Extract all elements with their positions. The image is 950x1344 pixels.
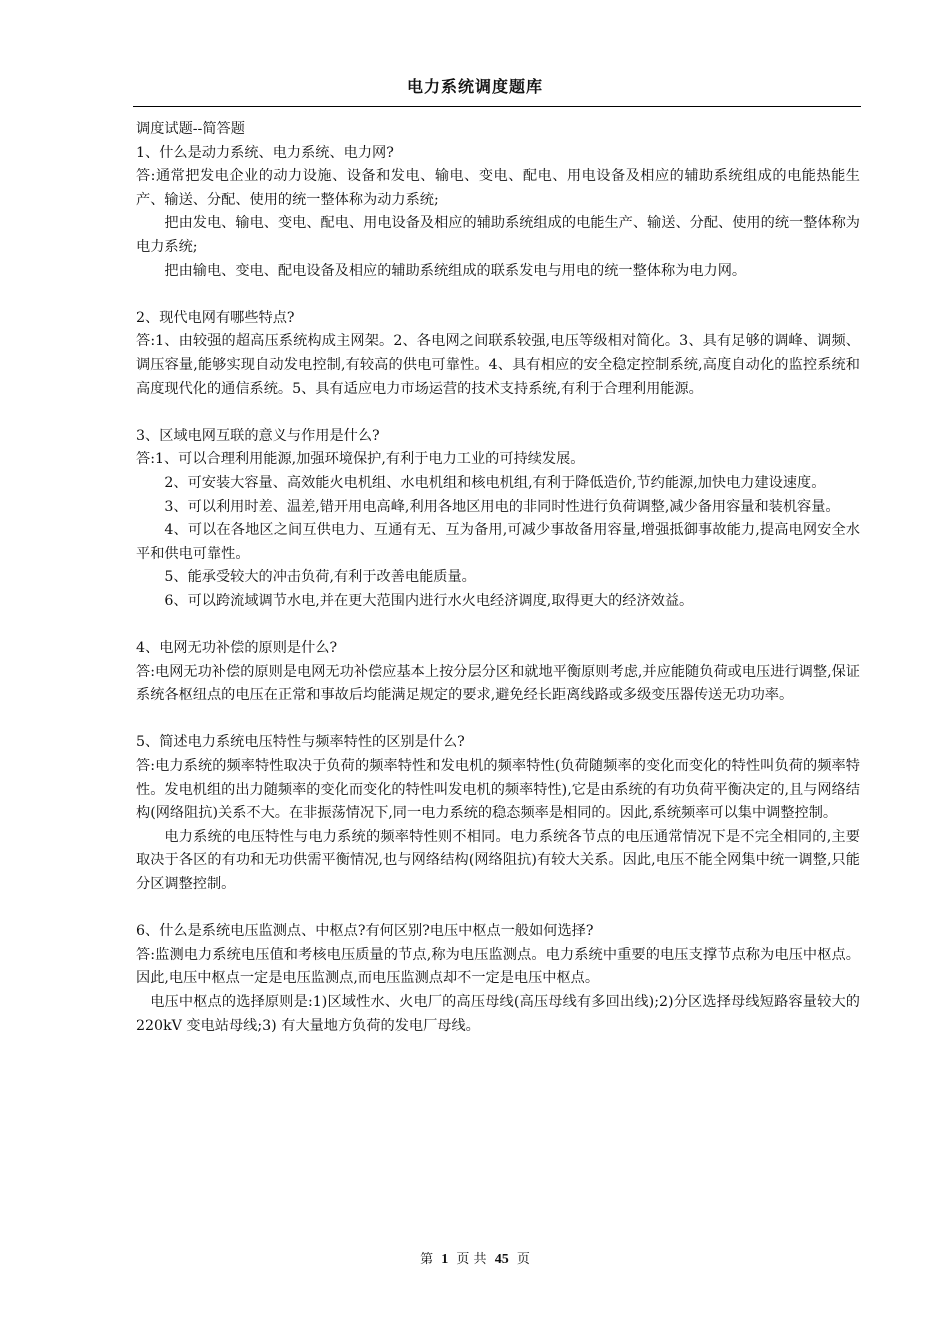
page-footer (0, 1248, 950, 1268)
header-rule (133, 106, 861, 107)
answer-3-para-2: 2、可安装大容量、高效能火电机组、水电机组和核电机组,有利于降低造价,节约能源,加快电力建设速度。 (164, 474, 826, 491)
question-4: 4、电网无功补偿的原则是什么? (136, 640, 338, 657)
answer-5-para-2: 电力系统的电压特性与电力系统的频率特性则不相同。电力系统各节点的电压通常情况下是不完全相同的,主要取决于各区的有功和无功供需平衡情况,也与网络结构(网络阻抗)有较大关系。因此,电压不能全网集中统一调整,只能分区调整控制。 (136, 828, 860, 892)
document-body (136, 118, 860, 1038)
footer-prefix: 第 (420, 1252, 434, 1267)
footer-suffix: 页 (516, 1252, 530, 1267)
answer-5-para-1: 答:电力系统的频率特性取决于负荷的频率特性和发电机的频率特性(负荷随频率的变化而变化的特性叫负荷的频率特性。发电机组的出力随频率的变化而变化的特性叫发电机的频率特性),它是由系统的有功负荷平衡决定的,且与网络结构(网络阻抗)关系不大。在非振荡情况下,同一电力系统的稳态频率是相同的。因此,系统频率可以集中调整控制。 (136, 758, 860, 822)
answer-6-para-2: 电压中枢点的选择原则是:1)区域性水、火电厂的高压母线(高压母线有多回出线);2)分区选择母线短路容量较大的 220kV 变电站母线;3) 有大量地方负荷的发电厂母线。 (136, 993, 860, 1034)
answer-1-para-1: 答:通常把发电企业的动力设施、设备和发电、输电、变电、配电、用电设备及相应的辅助系统组成的电能热能生产、输送、分配、使用的统一整体称为动力系统; (136, 168, 860, 208)
total-page-count: 45 (494, 1252, 509, 1267)
footer-middle: 页 共 (456, 1252, 487, 1267)
question-3: 3、区域电网互联的意义与作用是什么? (136, 427, 380, 444)
answer-2-para-1: 答:1、由较强的超高压系统构成主网架。2、各电网之间联系较强,电压等级相对简化。3、具有足够的调峰、调频、调压容量,能够实现自动发电控制,有较高的供电可靠性。4、具有相应的安全稳定控制系统,高度自动化的监控系统和高度现代化的通信系统。5、具有适应电力市场运营的技术支持系统,有利于合理利用能源。 (136, 333, 860, 397)
question-2: 2、现代电网有哪些特点? (136, 309, 295, 326)
question-5: 5、简述电力系统电压特性与频率特性的区别是什么? (136, 734, 465, 751)
answer-3-para-3: 3、可以利用时差、温差,错开用电高峰,利用各地区用电的非同时性进行负荷调整,减少备用容量和装机容量。 (164, 498, 840, 515)
spacer (136, 283, 860, 307)
page-header-title: 电力系统调度题库 (406, 77, 543, 96)
answer-1-para-3: 把由输电、变电、配电设备及相应的辅助系统组成的联系发电与用电的统一整体称为电力网。 (164, 262, 747, 279)
answer-3-para-1: 答:1、可以合理利用能源,加强环境保护,有利于电力工业的可持续发展。 (136, 451, 585, 468)
answer-3-para-5: 5、能承受较大的冲击负荷,有利于改善电能质量。 (164, 569, 476, 586)
question-1: 1、什么是动力系统、电力系统、电力网? (136, 144, 394, 161)
section-title: 调度试题--简答题 (136, 121, 245, 137)
answer-4-para-1: 答:电网无功补偿的原则是电网无功补偿应基本上按分层分区和就地平衡原则考虑,并应能随负荷或电压进行调整,保证系统各枢纽点的电压在正常和事故后均能满足规定的要求,避免经长距离线路或多级变压器传送无功功率。 (136, 663, 860, 704)
question-6: 6、什么是系统电压监测点、中枢点?有何区别?电压中枢点一般如何选择? (136, 923, 594, 940)
spacer (136, 613, 860, 637)
answer-3-para-4: 4、可以在各地区之间互供电力、互通有无、互为备用,可减少事故备用容量,增强抵御事故能力,提高电网安全水平和供电可靠性。 (136, 522, 860, 562)
spacer (136, 708, 860, 732)
spacer (136, 401, 860, 425)
answer-3-para-6: 6、可以跨流域调节水电,并在更大范围内进行水火电经济调度,取得更大的经济效益。 (164, 592, 694, 609)
current-page-number: 1 (441, 1252, 449, 1267)
answer-6-para-1: 答:监测电力系统电压值和考核电压质量的节点,称为电压监测点。电力系统中重要的电压支撑节点称为电压中枢点。因此,电压中枢点一定是电压监测点,而电压监测点却不一定是电压中枢点。 (136, 946, 860, 987)
answer-1-para-2: 把由发电、输电、变电、配电、用电设备及相应的辅助系统组成的电能生产、输送、分配、使用的统一整体称为电力系统; (136, 215, 860, 255)
spacer (136, 897, 860, 921)
